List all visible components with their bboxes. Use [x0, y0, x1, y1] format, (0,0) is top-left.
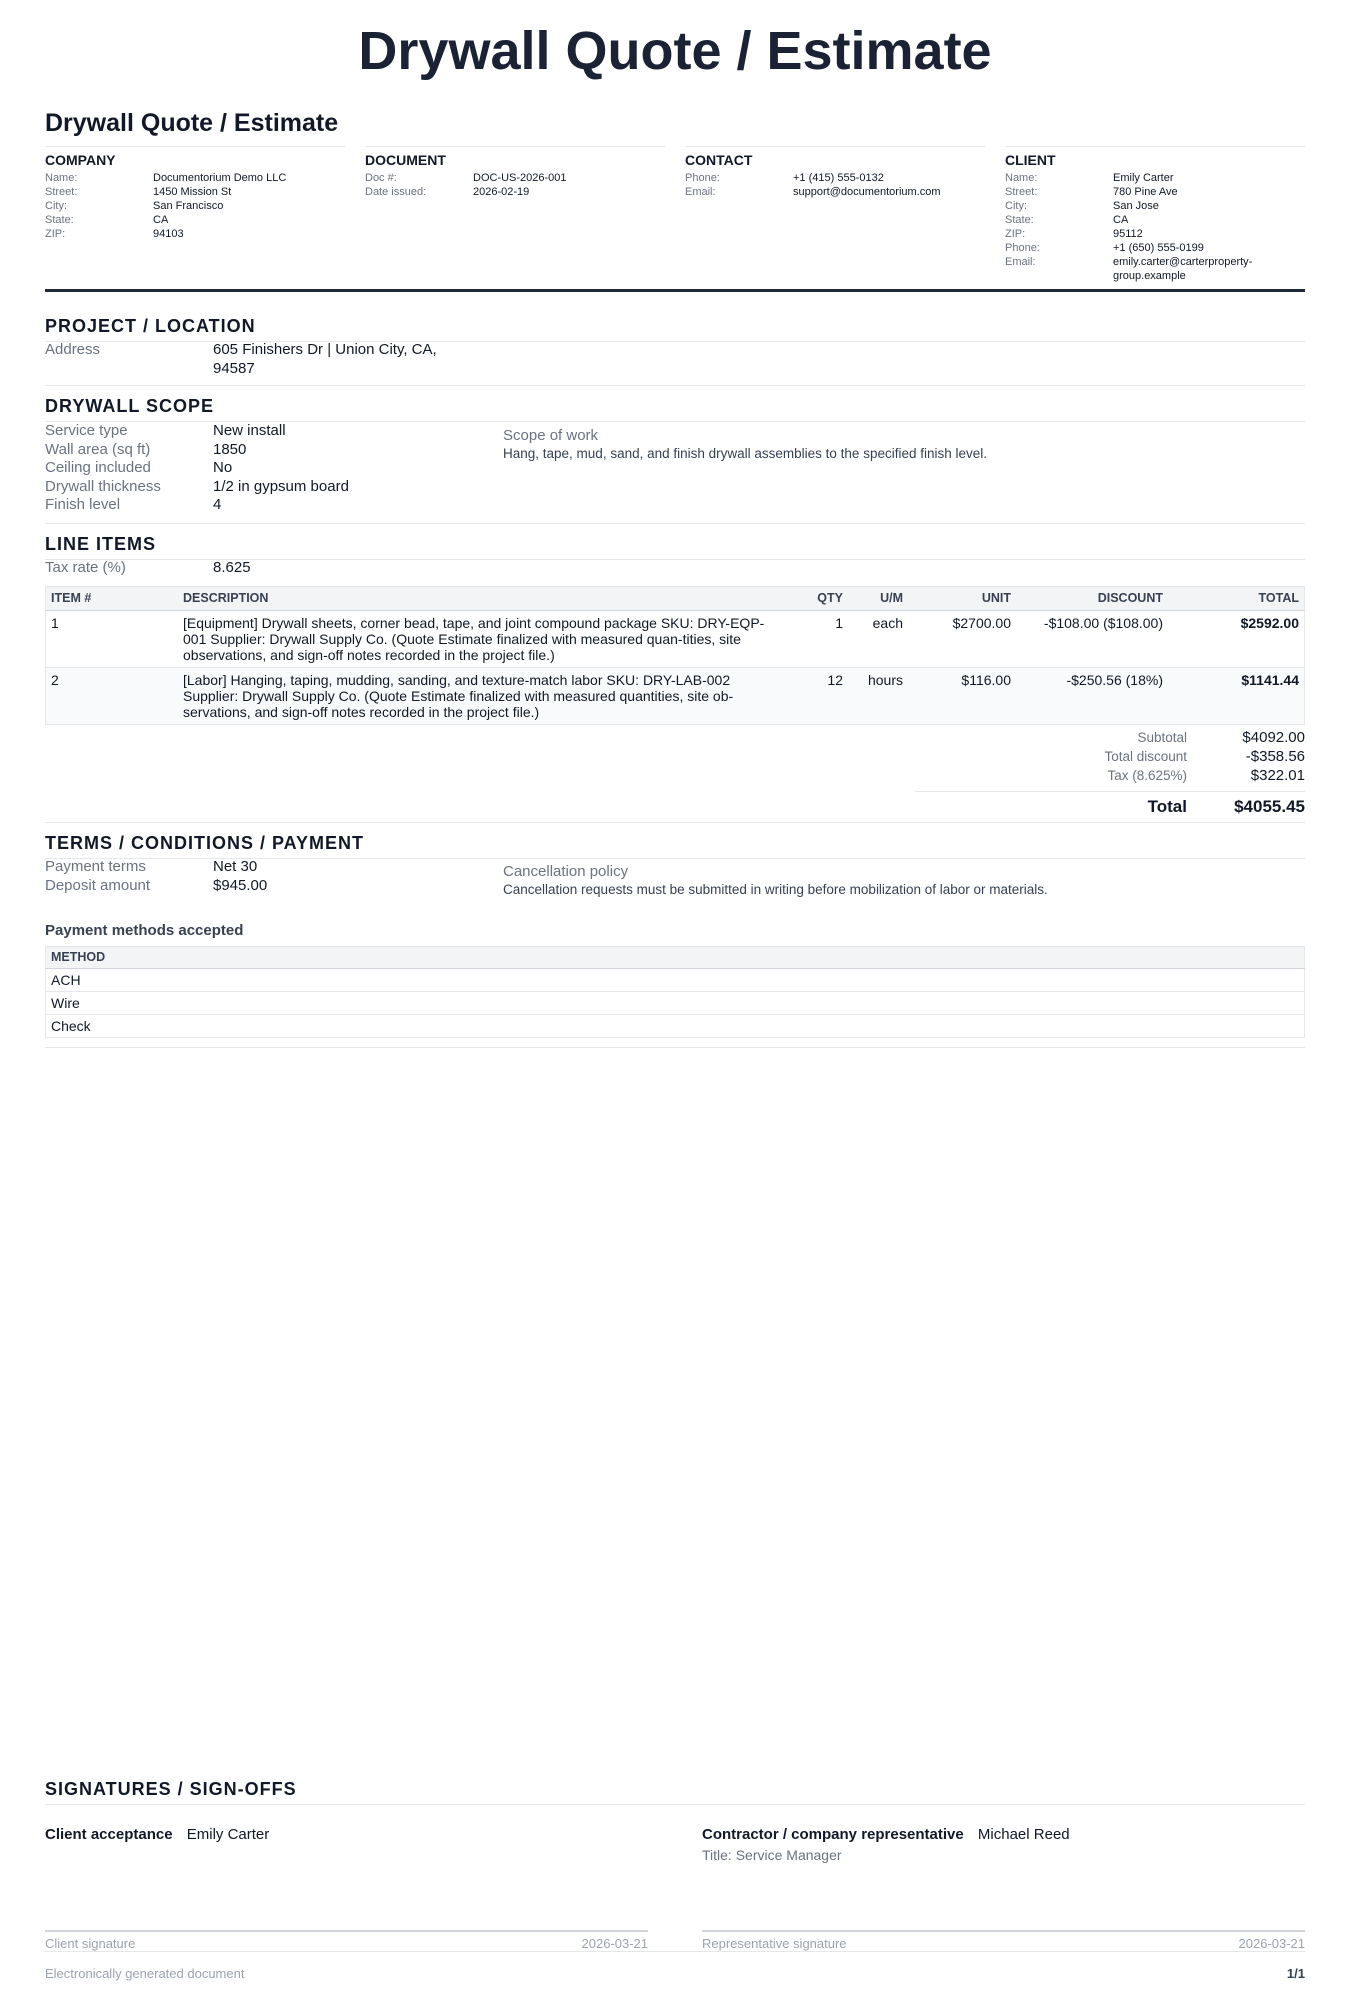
- item-um: each: [848, 611, 908, 668]
- rep-role: Contractor / company representative: [702, 1826, 964, 1843]
- rep-signature-line: [702, 1930, 1305, 1932]
- client-name-row: Name: Emily Carter: [1005, 172, 1174, 184]
- deposit-amount-row: Deposit amount $945.00: [45, 876, 268, 894]
- col-um: U/M: [848, 587, 908, 611]
- col-description: DESCRIPTION: [178, 587, 788, 611]
- company-block: [45, 146, 345, 241]
- page-number: 1/1: [1286, 1966, 1305, 1981]
- item-um: hours: [848, 668, 908, 725]
- scope-row: Wall area (sq ft) 1850: [45, 440, 247, 458]
- project-section-title: PROJECT / LOCATION: [45, 315, 1305, 342]
- section-divider: [45, 523, 1305, 524]
- payment-method: Wire: [46, 992, 1305, 1015]
- company-state-row: State: CA: [45, 214, 169, 226]
- col-total: TOTAL: [1168, 587, 1305, 611]
- client-role: Client acceptance: [45, 1826, 173, 1843]
- company-zip-row: ZIP: 94103: [45, 228, 184, 240]
- col-qty: QTY: [788, 587, 848, 611]
- col-method: METHOD: [46, 947, 1305, 969]
- item-unit: $2700.00: [908, 611, 1016, 668]
- contact-block: [685, 146, 985, 199]
- document-subtitle: Drywall Quote / Estimate: [45, 109, 339, 137]
- client-signer-name: Emily Carter: [186, 1826, 270, 1843]
- section-divider: [45, 1047, 1305, 1048]
- contact-email-row: Email: support@documentorium.com: [685, 186, 941, 198]
- rep-signature-date: 2026-03-21: [1238, 1936, 1305, 1951]
- rep-signature-block: [702, 1826, 1305, 1864]
- rep-signature-label: Representative signature: [702, 1936, 847, 1951]
- client-signature-date: 2026-03-21: [581, 1936, 648, 1951]
- table-header-row: [46, 947, 1305, 969]
- item-unit: $116.00: [908, 668, 1016, 725]
- table-row: [46, 992, 1305, 1015]
- item-description: [Equipment] Drywall sheets, corner bead, tape, and joint compound package SKU: DRY-EQP-001 Supplier: Drywall Supply Co. (Quote Estimate finalized with measured quan-tities, site observations, and sign-off notes recorded in the project file.): [178, 611, 788, 668]
- scope-of-work-label: Scope of work: [503, 427, 599, 444]
- scope-section-title: DRYWALL SCOPE: [45, 395, 1305, 422]
- terms-fields: [45, 858, 515, 895]
- item-total: $2592.00: [1168, 611, 1305, 668]
- client-signature-label: Client signature: [45, 1936, 136, 1951]
- scope-row: Ceiling included No: [45, 459, 233, 477]
- cancellation-text: Cancellation requests must be submitted in writing before mobilization of labor or materials.: [503, 882, 1048, 897]
- client-signature-block: [45, 1826, 648, 1844]
- table-row: [46, 969, 1305, 992]
- page-footer: [45, 1966, 1305, 1982]
- payment-methods-table: [45, 946, 1305, 1038]
- client-phone-row: Phone: +1 (650) 555-0199: [1005, 242, 1204, 254]
- document-page: [45, 0, 1305, 2000]
- section-divider: [45, 822, 1305, 823]
- page-title: Drywall Quote / Estimate: [358, 21, 992, 81]
- cancellation-label: Cancellation policy: [503, 863, 629, 880]
- table-row: [46, 668, 1305, 725]
- footer-note: Electronically generated document: [45, 1966, 245, 1981]
- client-heading: CLIENT: [1005, 152, 1056, 168]
- footer-divider: [45, 1951, 1305, 1952]
- address-value: 605 Finishers Dr | Union City, CA, 94587: [213, 341, 437, 377]
- scope-of-work-text: Hang, tape, mud, sand, and finish drywall assemblies to the specified finish level.: [503, 446, 988, 461]
- line-items-section-title: LINE ITEMS: [45, 533, 1305, 560]
- client-street-row: Street: 780 Pine Ave: [1005, 186, 1178, 198]
- contact-heading: CONTACT: [685, 152, 753, 168]
- company-street-row: Street: 1450 Mission St: [45, 186, 232, 198]
- document-block: [365, 146, 665, 199]
- item-total: $1141.44: [1168, 668, 1305, 725]
- item-description: [Labor] Hanging, taping, mudding, sanding, and texture-match labor SKU: DRY-LAB-002 Supplier: Drywall Supply Co. (Quote Estimate finalized with measured quantities, site ob-servations, and sign-off notes recorded in the project file.): [178, 668, 788, 725]
- col-discount: DISCOUNT: [1016, 587, 1168, 611]
- company-name-row: Name: Documentorium Demo LLC: [45, 172, 287, 184]
- table-row: [46, 1015, 1305, 1038]
- scope-row: Finish level 4: [45, 496, 222, 514]
- rep-title: Title: Service Manager: [702, 1847, 842, 1863]
- document-heading: DOCUMENT: [365, 152, 446, 168]
- line-items-table: [45, 586, 1305, 725]
- signatures-section-title: SIGNATURES / SIGN-OFFS: [45, 1778, 1305, 1805]
- project-address-row: [45, 341, 515, 378]
- doc-number-row: Doc #: DOC-US-2026-001: [365, 172, 567, 184]
- grand-total-row: Total $4055.45: [915, 791, 1305, 816]
- subtotal-row: Subtotal $4092.00: [1137, 729, 1305, 746]
- terms-section-title: TERMS / CONDITIONS / PAYMENT: [45, 832, 1305, 859]
- tax-rate-field: [45, 559, 515, 578]
- table-row: [46, 611, 1305, 668]
- client-signature-line: [45, 1930, 648, 1932]
- scope-row: Service type New install: [45, 422, 286, 439]
- contact-phone-row: Phone: +1 (415) 555-0132: [685, 172, 884, 184]
- payment-terms-row: Payment terms Net 30: [45, 858, 258, 875]
- tax-rate-label: Tax rate (%): [45, 559, 126, 576]
- date-issued-row: Date issued: 2026-02-19: [365, 186, 530, 198]
- scope-fields: [45, 422, 515, 515]
- item-number: 2: [46, 668, 179, 725]
- total-discount-row: Total discount -$358.56: [1104, 748, 1305, 765]
- project-fields: [45, 341, 515, 378]
- item-discount: -$108.00 ($108.00): [1016, 611, 1168, 668]
- item-qty: 1: [788, 611, 848, 668]
- item-number: 1: [46, 611, 179, 668]
- scope-row: Drywall thickness 1/2 in gypsum board: [45, 477, 349, 495]
- table-header-row: [46, 587, 1305, 611]
- scope-of-work-block: [503, 427, 1303, 462]
- rep-signer-name: Michael Reed: [977, 1826, 1070, 1843]
- col-item: ITEM #: [46, 587, 179, 611]
- client-block: [1005, 146, 1305, 283]
- company-heading: COMPANY: [45, 152, 116, 168]
- tax-rate-value: 8.625: [213, 559, 251, 576]
- client-state-row: State: CA: [1005, 214, 1129, 226]
- item-qty: 12: [788, 668, 848, 725]
- tax-rate-row: [45, 559, 515, 578]
- tax-row: Tax (8.625%) $322.01: [1107, 767, 1305, 784]
- payment-method: Check: [46, 1015, 1305, 1038]
- col-unit: UNIT: [908, 587, 1016, 611]
- client-email-row: Email: emily.carter@carterproperty-group.example: [1005, 256, 1253, 282]
- rep-signature-caption: [702, 1936, 1305, 1952]
- client-city-row: City: San Jose: [1005, 200, 1159, 212]
- payment-methods-label: Payment methods accepted: [45, 922, 244, 939]
- totals-block: [915, 728, 1305, 816]
- client-zip-row: ZIP: 95112: [1005, 228, 1143, 240]
- client-signature-caption: [45, 1936, 648, 1952]
- company-city-row: City: San Francisco: [45, 200, 224, 212]
- payment-method: ACH: [46, 969, 1305, 992]
- item-discount: -$250.56 (18%): [1016, 668, 1168, 725]
- header-divider: [45, 289, 1305, 292]
- cancellation-block: [503, 863, 1303, 898]
- address-label: Address: [45, 341, 101, 358]
- section-divider: [45, 385, 1305, 386]
